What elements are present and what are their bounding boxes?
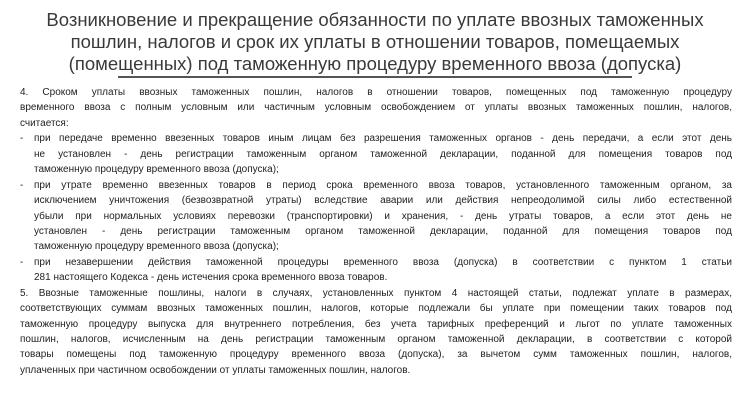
text-line: исключением уничтожения (безвозвратной утраты) вследствие аварии или действия непреодолимой силы либо естественной — [34, 195, 732, 207]
title-line: (помещенных) под таможенную процедуру временного ввоза (допуска) — [68, 53, 682, 74]
dash-bullet: - — [20, 256, 24, 268]
text-line: уплаченных при частичном освобождении от уплаты таможенных пошлин, налогов. — [20, 364, 411, 376]
text-line: таможенную процедуру временного ввоза (допуска); — [34, 164, 279, 176]
list-item — [20, 178, 732, 255]
dash-bullet: - — [20, 133, 24, 145]
title-divider — [118, 76, 632, 78]
text-line: таможенную процедуру временного ввоза (допуска); — [34, 241, 279, 253]
text-line: убыли при нормальных условиях перевозки (транспортировки) и хранения, - день утраты товаров, а если этот день не — [34, 210, 732, 222]
text-line: пошлин, налогов, исчисленным на день регистрации таможенным органом таможенной декларации, в соответствии с которой — [20, 334, 732, 345]
title-line: пошлин, налогов и срок их уплаты в отношении товаров, помещаемых — [70, 31, 680, 52]
body-text — [20, 85, 732, 378]
dash-bullet: - — [20, 179, 24, 191]
text-line: таможенную процедуру выпуска для внутреннего потребления, без учета тарифных преференций и льгот по уплате таможенных — [20, 318, 732, 330]
paragraph-5 — [20, 286, 732, 379]
text-line: не установлен - день регистрации таможенным органом таможенной декларации, поданной для помещения товаров под — [34, 148, 732, 160]
text-line: при утрате временно ввезенных товаров в период срока временного ввоза товаров, установленного таможенным органом, за — [34, 179, 732, 191]
title-line: Возникновение и прекращение обязанности по уплате ввозных таможенных — [46, 9, 704, 30]
text-line: установлен - день регистрации таможенным органом таможенной декларации, поданной для помещения товаров под — [34, 225, 732, 237]
text-line: временного ввоза с полным условным или частичным условным освобождением от уплаты ввозных таможенных пошлин, налогов, — [20, 102, 732, 114]
text-line: считается: — [20, 117, 69, 129]
text-line: 4. Сроком уплаты ввозных таможенных пошлин, налогов в отношении товаров, помещенных под таможенную процедуру — [20, 87, 732, 98]
text-line: товары помещены под таможенную процедуру временного ввоза (допуска), за вычетом сумм таможенных пошлин, налогов, — [20, 349, 732, 361]
text-line: при незавершении действия таможенной процедуры временного ввоза (допуска) в соответствии с пунктом 1 статьи — [34, 256, 732, 268]
list-item — [20, 255, 732, 286]
list-item — [20, 131, 732, 177]
text-line: 5. Ввозные таможенные пошлины, налоги в случаях, установленных пунктом 4 настоящей статьи, подлежат уплате в размерах, — [20, 287, 732, 299]
text-line: соответствующих суммам ввозных таможенных пошлин, налогов, которые подлежали бы уплате при помещении таких товаров под — [20, 303, 732, 315]
paragraph-4 — [20, 85, 732, 131]
slide-title — [0, 9, 750, 75]
text-line: при передаче временно ввезенных товаров иным лицам без разрешения таможенных органов - день передачи, а если этот день — [34, 133, 732, 145]
text-line: 281 настоящего Кодекса - день истечения срока временного ввоза товаров. — [34, 272, 388, 284]
